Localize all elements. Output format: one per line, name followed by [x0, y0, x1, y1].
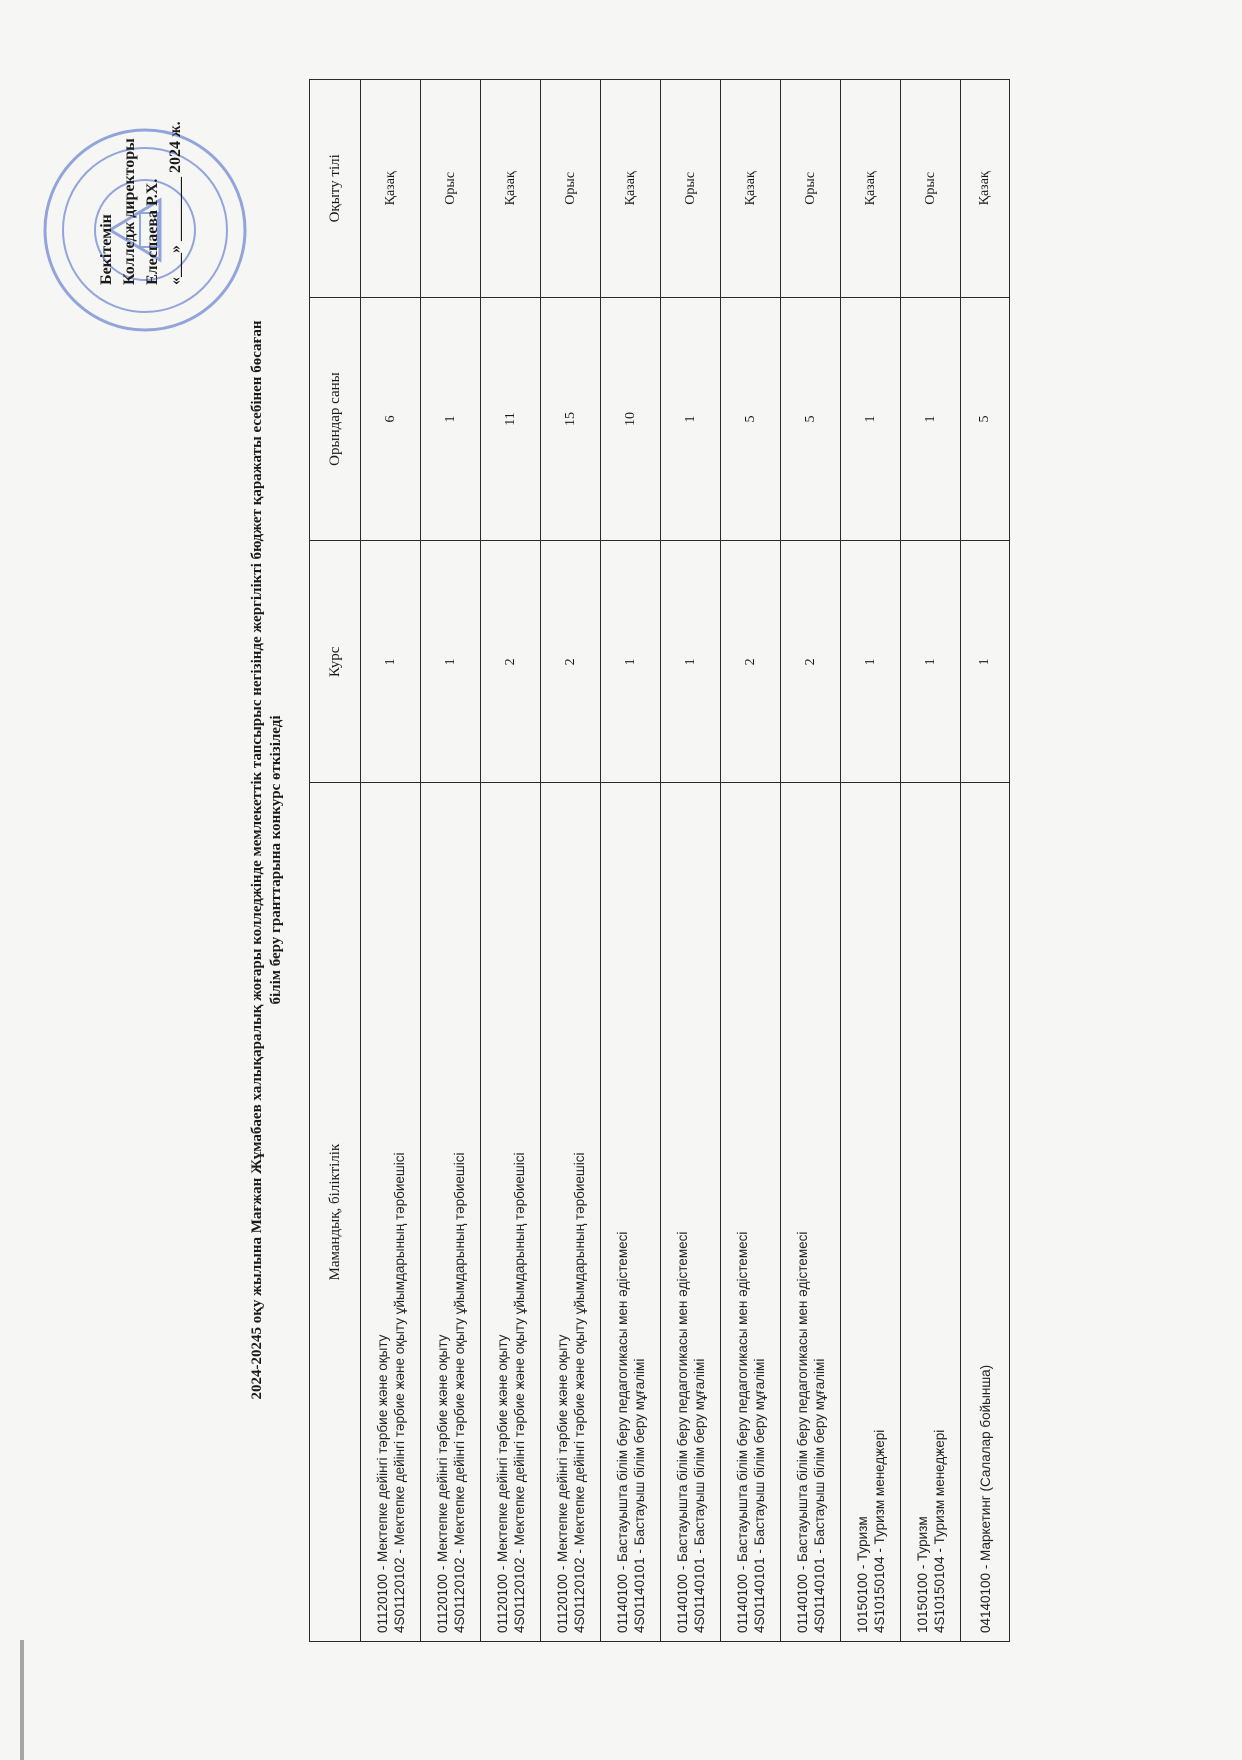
- course-cell: 2: [481, 541, 541, 783]
- qualification-code: 4S01120102 - Мектепке дейінгі тәрбие және оқыту ұйымдарының тәрбиешісі: [511, 1152, 527, 1633]
- course-cell: 2: [541, 541, 601, 783]
- qualification-code: 4S01140101 - Бастауыш білім беру мұғалімі: [631, 1358, 647, 1633]
- course-cell: 1: [361, 541, 421, 783]
- approval-date: «___» ________ 2024 ж.: [167, 121, 184, 285]
- specialty-cell: [901, 783, 961, 1642]
- qualification-code: 4S10150104 - Туризм менеджері: [931, 1429, 947, 1633]
- specialty-code: 04140100 - Маркетинг (Салалар бойынша): [977, 1364, 993, 1633]
- specialty-cell: [961, 783, 1010, 1642]
- specialty-cell: [421, 783, 481, 1642]
- language-cell: Қазақ: [721, 80, 781, 298]
- specialty-code: 01140100 - Бастауышта білім беру педагогикасы мен әдістемесі: [794, 1231, 810, 1633]
- course-cell: 1: [901, 541, 961, 783]
- table-row: [421, 80, 481, 1642]
- language-cell: Орыс: [781, 80, 841, 298]
- table-row: [781, 80, 841, 1642]
- specialty-code: 01120100 - Мектепке дейінгі тәрбие және оқыту: [494, 1334, 510, 1633]
- seats-cell: 5: [721, 297, 781, 541]
- qualification-code: 4S01120102 - Мектепке дейінгі тәрбие және оқыту ұйымдарының тәрбиешісі: [571, 1152, 587, 1633]
- scan-artifact: [20, 1640, 24, 1760]
- seats-cell: 1: [421, 297, 481, 541]
- specialty-code: 01140100 - Бастауышта білім беру педагогикасы мен әдістемесі: [614, 1231, 630, 1633]
- course-cell: 1: [421, 541, 481, 783]
- header-course: Курс: [310, 541, 361, 783]
- seats-cell: 1: [841, 297, 901, 541]
- qualification-code: 4S01140101 - Бастауыш білім беру мұғалімі: [691, 1358, 707, 1633]
- table-row: [961, 80, 1010, 1642]
- header-seats: Орындар саны: [310, 297, 361, 541]
- grants-table: [309, 79, 1010, 1642]
- course-cell: 1: [601, 541, 661, 783]
- seats-cell: 15: [541, 297, 601, 541]
- language-cell: Орыс: [421, 80, 481, 298]
- language-cell: Қазақ: [361, 80, 421, 298]
- language-cell: Қазақ: [601, 80, 661, 298]
- course-cell: 1: [841, 541, 901, 783]
- approval-block: [95, 25, 187, 285]
- specialty-cell: [721, 783, 781, 1642]
- table-body: [361, 80, 1010, 1642]
- table-row: [541, 80, 601, 1642]
- language-cell: Қазақ: [961, 80, 1010, 298]
- table-header-row: [310, 80, 361, 1642]
- course-cell: 2: [721, 541, 781, 783]
- seats-cell: 5: [781, 297, 841, 541]
- specialty-cell: [661, 783, 721, 1642]
- specialty-code: 10150100 - Туризм: [854, 1516, 870, 1633]
- course-cell: 1: [961, 541, 1010, 783]
- course-cell: 2: [781, 541, 841, 783]
- heading-line-1: 2024-20245 оқу жылына Мағжан Жұмабаев халықаралық жоғары колледжінде мемлекеттік тапсырыс негізінде жергілікті бюджет қаражаты есебінен бөсаған: [249, 320, 265, 1400]
- table-row: [901, 80, 961, 1642]
- qualification-code: 4S10150104 - Туризм менеджері: [871, 1429, 887, 1633]
- seats-cell: 5: [961, 297, 1010, 541]
- specialty-code: 01120100 - Мектепке дейінгі тәрбие және оқыту: [434, 1334, 450, 1633]
- course-cell: 1: [661, 541, 721, 783]
- table-row: [661, 80, 721, 1642]
- qualification-code: 4S01140101 - Бастауыш білім беру мұғалімі: [751, 1358, 767, 1633]
- table-row: [601, 80, 661, 1642]
- seats-cell: 10: [601, 297, 661, 541]
- table-row: [841, 80, 901, 1642]
- approval-name: Елеспаева Р.Х.: [144, 178, 161, 285]
- specialty-code: 10150100 - Туризм: [914, 1516, 930, 1633]
- specialty-code: 01140100 - Бастауышта білім беру педагогикасы мен әдістемесі: [734, 1231, 750, 1633]
- header-language: Оқыту тілі: [310, 80, 361, 298]
- language-cell: Қазақ: [841, 80, 901, 298]
- specialty-code: 01140100 - Бастауышта білім беру педагогикасы мен әдістемесі: [674, 1231, 690, 1633]
- table-row: [721, 80, 781, 1642]
- specialty-code: 01120100 - Мектепке дейінгі тәрбие және оқыту: [554, 1334, 570, 1633]
- language-cell: Орыс: [901, 80, 961, 298]
- specialty-cell: [841, 783, 901, 1642]
- specialty-code: 01120100 - Мектепке дейінгі тәрбие және оқыту: [374, 1334, 390, 1633]
- language-cell: Қазақ: [481, 80, 541, 298]
- language-cell: Орыс: [541, 80, 601, 298]
- document-heading: [248, 95, 286, 1625]
- header-specialty: Мамандық, біліктілік: [310, 783, 361, 1642]
- specialty-cell: [541, 783, 601, 1642]
- approval-title: Бекітемін: [98, 214, 115, 285]
- seats-cell: 1: [661, 297, 721, 541]
- specialty-cell: [361, 783, 421, 1642]
- specialty-cell: [601, 783, 661, 1642]
- qualification-code: 4S01120102 - Мектепке дейінгі тәрбие және оқыту ұйымдарының тәрбиешісі: [451, 1152, 467, 1633]
- table-row: [481, 80, 541, 1642]
- specialty-cell: [481, 783, 541, 1642]
- qualification-code: 4S01120102 - Мектепке дейінгі тәрбие және оқыту ұйымдарының тәрбиешісі: [391, 1152, 407, 1633]
- seats-cell: 6: [361, 297, 421, 541]
- approval-position: Колледж директоры: [121, 138, 138, 285]
- heading-line-2: білім беру гранттарына конкурс өткізіледі: [268, 715, 284, 1005]
- table-row: [361, 80, 421, 1642]
- seats-cell: 1: [901, 297, 961, 541]
- seats-cell: 11: [481, 297, 541, 541]
- language-cell: Орыс: [661, 80, 721, 298]
- qualification-code: 4S01140101 - Бастауыш білім беру мұғалімі: [811, 1358, 827, 1633]
- specialty-cell: [781, 783, 841, 1642]
